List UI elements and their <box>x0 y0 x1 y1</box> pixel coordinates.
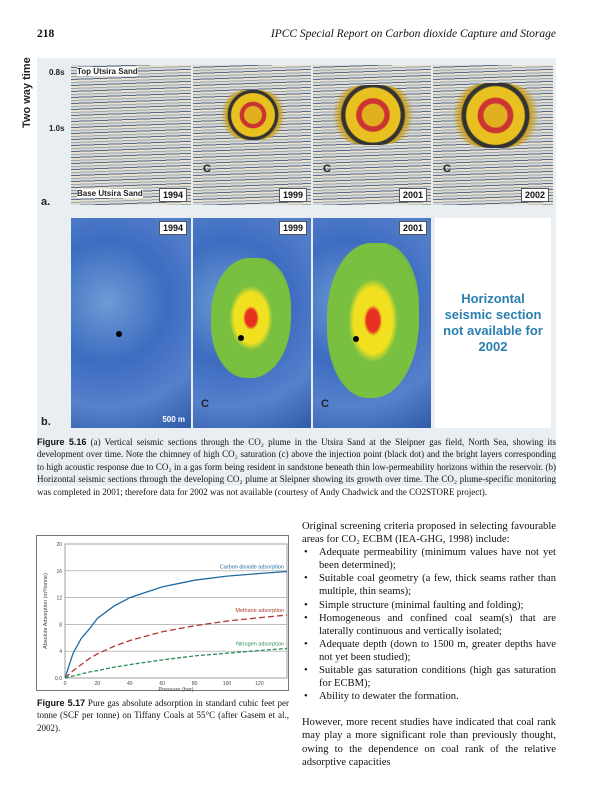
running-title: IPCC Special Report on Carbon dioxide Capture and Storage <box>270 28 556 40</box>
year-label: 1999 <box>279 188 307 202</box>
list-item: • Homogeneous and confined coal seam(s) that are laterally continuous and vertically isolated; <box>302 612 556 638</box>
chimney-label: C <box>443 163 451 175</box>
base-utsira-label: Base Utsira Sand <box>77 189 143 198</box>
x-tick-label: 60 <box>159 681 166 687</box>
page-number: 218 <box>37 28 55 40</box>
x-axis-label: Pressure (bar) <box>158 687 194 692</box>
year-label: 1994 <box>159 221 187 235</box>
horizontal-section-1994 <box>71 218 191 428</box>
y-tick-label: 20 <box>56 542 62 548</box>
y-tick-label: 8 <box>59 622 62 629</box>
list-item: • Suitable gas saturation conditions (high gas saturation for ECBM); <box>302 664 556 690</box>
adsorption-chart <box>37 536 290 692</box>
x-tick-label: 80 <box>191 681 198 687</box>
top-utsira-label: Top Utsira Sand <box>77 67 138 76</box>
paragraph: However, more recent studies have indicated that coal rank may play a more significant role than previously thought, owing to the dependence on coal rank of the relative adsorptive capacities <box>302 717 556 768</box>
y-axis-label: Absolute Adsorption (m³/tonne) <box>43 573 49 649</box>
x-tick-label: 100 <box>222 681 232 687</box>
chimney-label: C <box>203 163 211 175</box>
horizontal-section-2001 <box>313 218 431 428</box>
panel-letter: b. <box>41 416 51 428</box>
series-label: Methane adsorption <box>235 608 284 615</box>
list-item: • Adequate permeability (minimum values have not yet been determined); <box>302 546 556 572</box>
year-label: 1999 <box>279 221 307 235</box>
year-label: 2001 <box>399 221 427 235</box>
caption-text: (a) Vertical seismic sections through the CO₂ plume in the Utsira Sand at the Sleipner gas field, North Sea, showing its development over time. Note the chimney of high CO₂ saturation (c) above the injection point (black dot) and the bright layers corresponding to high acoustic response due to CO₂ in a gas form being resident in sandstone beneath thin low-permeability horizons within the reservoir. (b) Horizontal seismic sections through the developing CO₂ plume at Sleipner showing its growth over time. The CO₂ plume-specific monitoring was completed in 2001; therefore data for 2002 was not available (courtesy of Andy Chadwick and the CO2STORE project). <box>37 437 556 497</box>
criteria-list <box>302 546 556 703</box>
body-text <box>302 520 556 769</box>
series-label: Nitrogen adsorption <box>235 641 284 648</box>
year-label: 1994 <box>159 188 187 202</box>
not-available-note: Horizontal seismic section not available for 2002 <box>435 218 551 428</box>
y-tick-label: 16 <box>56 568 62 575</box>
seismic-section-1999 <box>193 65 311 205</box>
year-label: 2001 <box>399 188 427 202</box>
horizontal-section-1999 <box>193 218 311 428</box>
caption-label: Figure 5.16 <box>37 437 87 447</box>
figure-5-17-chart <box>36 535 289 691</box>
y-tick-label: 4 <box>59 649 62 656</box>
seismic-section-2001 <box>313 65 431 205</box>
x-tick-label: 0 <box>63 681 67 687</box>
seismic-section-1994 <box>71 65 191 205</box>
chimney-label: C <box>323 163 331 175</box>
y-axis-label: Two way time <box>21 57 33 128</box>
x-tick-label: 120 <box>255 681 264 687</box>
figure-5-17-caption <box>37 697 289 734</box>
list-item: • Suitable coal geometry (a few, thick seams rather than multiple, thin seams); <box>302 572 556 598</box>
series-label: Carbon dioxide adsorption <box>219 564 284 571</box>
caption-text: Pure gas absolute adsorption in standard cubic feet per tonne (SCF per tonne) on Tiffany Coals at 55°C (after Gasem et al., 2002). <box>37 698 289 733</box>
year-label: 2002 <box>521 188 549 202</box>
time-tick: 1.0s <box>49 124 65 133</box>
scale-bar: 500 m <box>162 415 185 424</box>
panel-letter: a. <box>41 196 51 208</box>
list-item: • Ability to dewater the formation. <box>302 690 556 703</box>
chimney-label: C <box>321 398 329 410</box>
y-tick-label: 12 <box>56 595 62 602</box>
list-item: • Adequate depth (down to 1500 m, greater depths have not yet been studied); <box>302 638 556 664</box>
chimney-label: C <box>201 398 209 410</box>
y-tick-label: 0.0 <box>55 676 62 682</box>
caption-label: Figure 5.17 <box>37 698 86 708</box>
series-line-0 <box>65 571 287 678</box>
x-tick-label: 40 <box>127 681 133 687</box>
x-tick-label: 20 <box>94 681 101 687</box>
time-tick: 0.8s <box>49 68 65 77</box>
seismic-section-2002 <box>433 65 553 205</box>
figure-5-16-caption <box>37 436 556 498</box>
figure-5-16 <box>21 57 556 486</box>
list-item: • Simple structure (minimal faulting and folding); <box>302 599 556 612</box>
intro-paragraph: Original screening criteria proposed in selecting favourable areas for CO₂ ECBM (IEA-GHG, 1998) include: <box>302 521 556 546</box>
